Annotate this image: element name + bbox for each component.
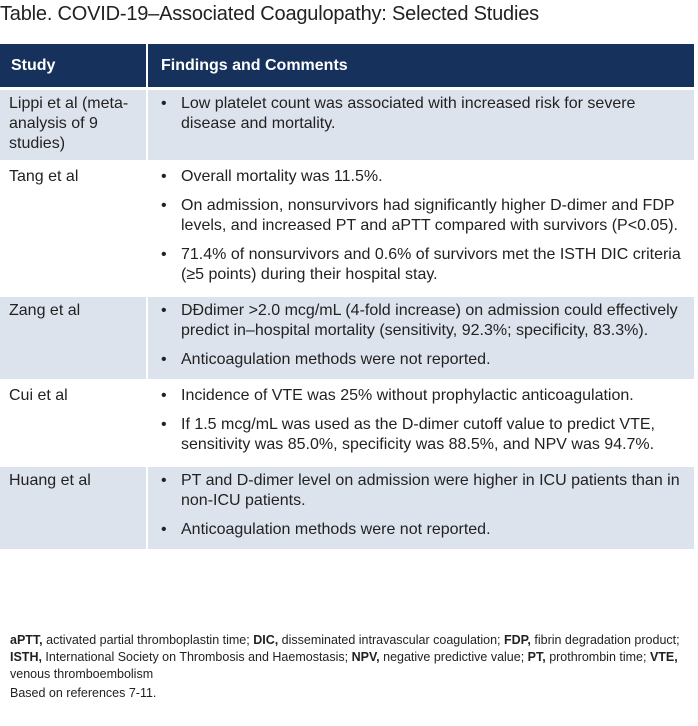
table-row xyxy=(0,89,694,162)
bullet-icon: • xyxy=(161,95,167,112)
list-item xyxy=(161,94,684,134)
findings-list xyxy=(161,94,684,134)
bullet-icon: • xyxy=(161,197,167,214)
abbreviation-term: NPV, xyxy=(351,650,380,664)
list-item xyxy=(161,471,684,511)
list-item xyxy=(161,245,684,285)
bullet-icon: • xyxy=(161,168,167,185)
finding-text: Low platelet count was associated with increased risk for severe disease and mortality. xyxy=(181,95,636,132)
table-row xyxy=(0,381,694,466)
abbreviation-term: PT, xyxy=(527,650,546,664)
abbreviation-definition: International Society on Thrombosis and Haemostasis; xyxy=(41,650,352,664)
finding-text: 71.4% of nonsurvivors and 0.6% of survivors met the ISTH DIC criteria (≥5 points) during their hospital stay. xyxy=(181,246,681,283)
abbreviation-term: aPTT, xyxy=(10,633,43,647)
finding-text: If 1.5 mcg/mL was used as the D-dimer cutoff value to predict VTE, sensitivity was 85.0%, specificity was 88.5%, and NPV was 94.7%. xyxy=(181,416,655,453)
findings-list xyxy=(161,167,684,285)
list-item xyxy=(161,350,684,370)
findings-list xyxy=(161,301,684,370)
table-row xyxy=(0,296,694,381)
abbreviation-definition: fibrin degradation product; xyxy=(530,633,680,647)
bullet-icon: • xyxy=(161,351,167,368)
bullet-icon: • xyxy=(161,521,167,538)
findings-cell xyxy=(147,162,694,296)
table-header-row xyxy=(0,44,694,89)
references-note: Based on references 7-11. xyxy=(10,686,157,700)
abbreviation-term: DIC, xyxy=(253,633,279,647)
findings-cell xyxy=(147,296,694,381)
bullet-icon: • xyxy=(161,387,167,404)
abbreviation-term: ISTH, xyxy=(10,650,42,664)
abbreviation-definition: prothrombin time; xyxy=(545,650,650,664)
list-item xyxy=(161,167,684,187)
table-row xyxy=(0,466,694,550)
finding-text: Anticoagulation methods were not reported. xyxy=(181,351,491,368)
table-row xyxy=(0,162,694,296)
list-item xyxy=(161,301,684,341)
list-item xyxy=(161,415,684,455)
list-item xyxy=(161,196,684,236)
finding-text: On admission, nonsurvivors had significantly higher D-dimer and FDP levels, and increased PT and aPTT compared with survivors (P<0.05). xyxy=(181,197,678,234)
study-cell: Lippi et al (meta-analysis of 9 studies) xyxy=(0,89,147,162)
findings-cell xyxy=(147,89,694,162)
abbreviation-term: VTE, xyxy=(649,650,678,664)
list-item xyxy=(161,386,684,406)
finding-text: Incidence of VTE was 25% without prophylactic anticoagulation. xyxy=(181,387,634,404)
findings-cell xyxy=(147,381,694,466)
abbreviation-definition: negative predictive value; xyxy=(379,650,528,664)
abbreviation-definition: venous thromboembolism xyxy=(10,667,154,681)
finding-text: PT and D-dimer level on admission were higher in ICU patients than in non-ICU patients. xyxy=(181,472,680,509)
findings-cell xyxy=(147,466,694,550)
header-findings: Findings and Comments xyxy=(147,44,694,89)
header-study: Study xyxy=(0,44,147,89)
findings-list xyxy=(161,471,684,540)
bullet-icon: • xyxy=(161,416,167,433)
table-title: Table. COVID-19–Associated Coagulopathy: Selected Studies xyxy=(0,3,539,25)
bullet-icon: • xyxy=(161,302,167,319)
study-cell: Tang et al xyxy=(0,162,147,296)
finding-text: DÐdimer >2.0 mcg/mL (4-fold increase) on admission could effectively predict in–hospital mortality (sensitivity, 92.3%; specificity, 83.3%). xyxy=(181,302,678,339)
abbreviation-term: FDP, xyxy=(504,633,531,647)
list-item xyxy=(161,520,684,540)
abbreviation-definition: activated partial thromboplastin time; xyxy=(42,633,254,647)
study-cell: Zang et al xyxy=(0,296,147,381)
findings-list xyxy=(161,386,684,455)
studies-table xyxy=(0,44,694,549)
study-cell: Huang et al xyxy=(0,466,147,550)
bullet-icon: • xyxy=(161,472,167,489)
abbreviations-footnote xyxy=(10,632,690,683)
table-body xyxy=(0,89,694,550)
study-cell: Cui et al xyxy=(0,381,147,466)
finding-text: Anticoagulation methods were not reported. xyxy=(181,521,491,538)
bullet-icon: • xyxy=(161,246,167,263)
finding-text: Overall mortality was 11.5%. xyxy=(181,168,383,185)
abbreviation-definition: disseminated intravascular coagulation; xyxy=(278,633,505,647)
